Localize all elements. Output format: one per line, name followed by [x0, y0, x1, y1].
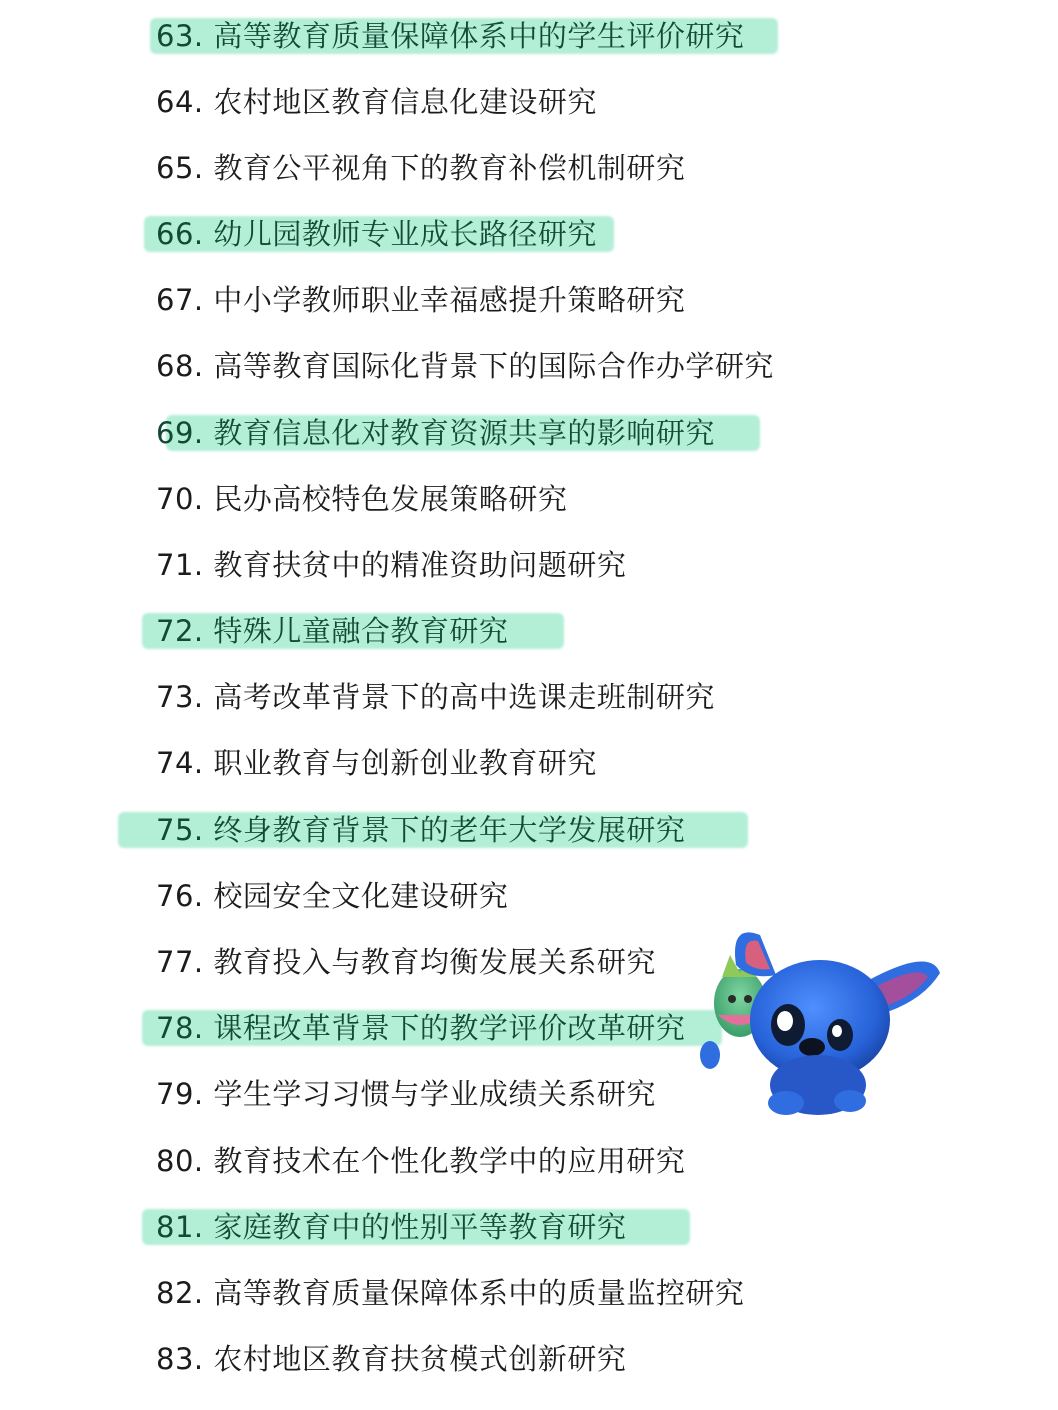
topic-label: 75. 终身教育背景下的老年大学发展研究: [156, 813, 686, 847]
list-item: [156, 144, 685, 192]
topic-label: 65. 教育公平视角下的教育补偿机制研究: [156, 151, 686, 185]
topic-label: 78. 课程改革背景下的教学评价改革研究: [156, 1011, 686, 1045]
topic-label: 73. 高考改革背景下的高中选课走班制研究: [156, 680, 715, 714]
list-item: [156, 607, 508, 655]
list-item: [156, 409, 715, 457]
topic-label: 72. 特殊儿童融合教育研究: [156, 614, 509, 648]
cartoon-sticker-icon: [700, 925, 950, 1125]
list-item: [156, 541, 626, 589]
list-item: [156, 1203, 626, 1251]
list-item: [156, 739, 597, 787]
topic-label: 71. 教育扶贫中的精准资助问题研究: [156, 548, 627, 582]
list-item: [156, 210, 597, 258]
topic-label: 77. 教育投入与教育均衡发展关系研究: [156, 945, 656, 979]
list-item: [156, 1070, 656, 1118]
list-item: [156, 276, 685, 324]
list-item: [156, 78, 597, 126]
topic-label: 74. 职业教育与创新创业教育研究: [156, 746, 597, 780]
topic-label: 81. 家庭教育中的性别平等教育研究: [156, 1210, 627, 1244]
list-item: [156, 673, 715, 721]
topic-label: 68. 高等教育国际化背景下的国际合作办学研究: [156, 349, 774, 383]
list-item: [156, 1137, 685, 1185]
list-item: [156, 1004, 685, 1052]
topic-label: 70. 民办高校特色发展策略研究: [156, 482, 568, 516]
topic-label: 83. 农村地区教育扶贫模式创新研究: [156, 1342, 627, 1376]
topic-label: 63. 高等教育质量保障体系中的学生评价研究: [156, 19, 745, 53]
list-item: [156, 342, 774, 390]
list-item: [156, 475, 567, 523]
topic-label: 69. 教育信息化对教育资源共享的影响研究: [156, 416, 715, 450]
topic-label: 79. 学生学习习惯与学业成绩关系研究: [156, 1077, 656, 1111]
topic-label: 66. 幼儿园教师专业成长路径研究: [156, 217, 597, 251]
topic-label: 80. 教育技术在个性化教学中的应用研究: [156, 1144, 686, 1178]
list-item: [156, 12, 744, 60]
list-item: [156, 872, 508, 920]
topic-label: 64. 农村地区教育信息化建设研究: [156, 85, 597, 119]
topic-label: 67. 中小学教师职业幸福感提升策略研究: [156, 283, 686, 317]
topic-label: 76. 校园安全文化建设研究: [156, 879, 509, 913]
list-item: [156, 1335, 626, 1383]
list-item: [156, 1269, 744, 1317]
list-item: [156, 938, 656, 986]
topic-label: 82. 高等教育质量保障体系中的质量监控研究: [156, 1276, 745, 1310]
list-item: [156, 806, 685, 854]
